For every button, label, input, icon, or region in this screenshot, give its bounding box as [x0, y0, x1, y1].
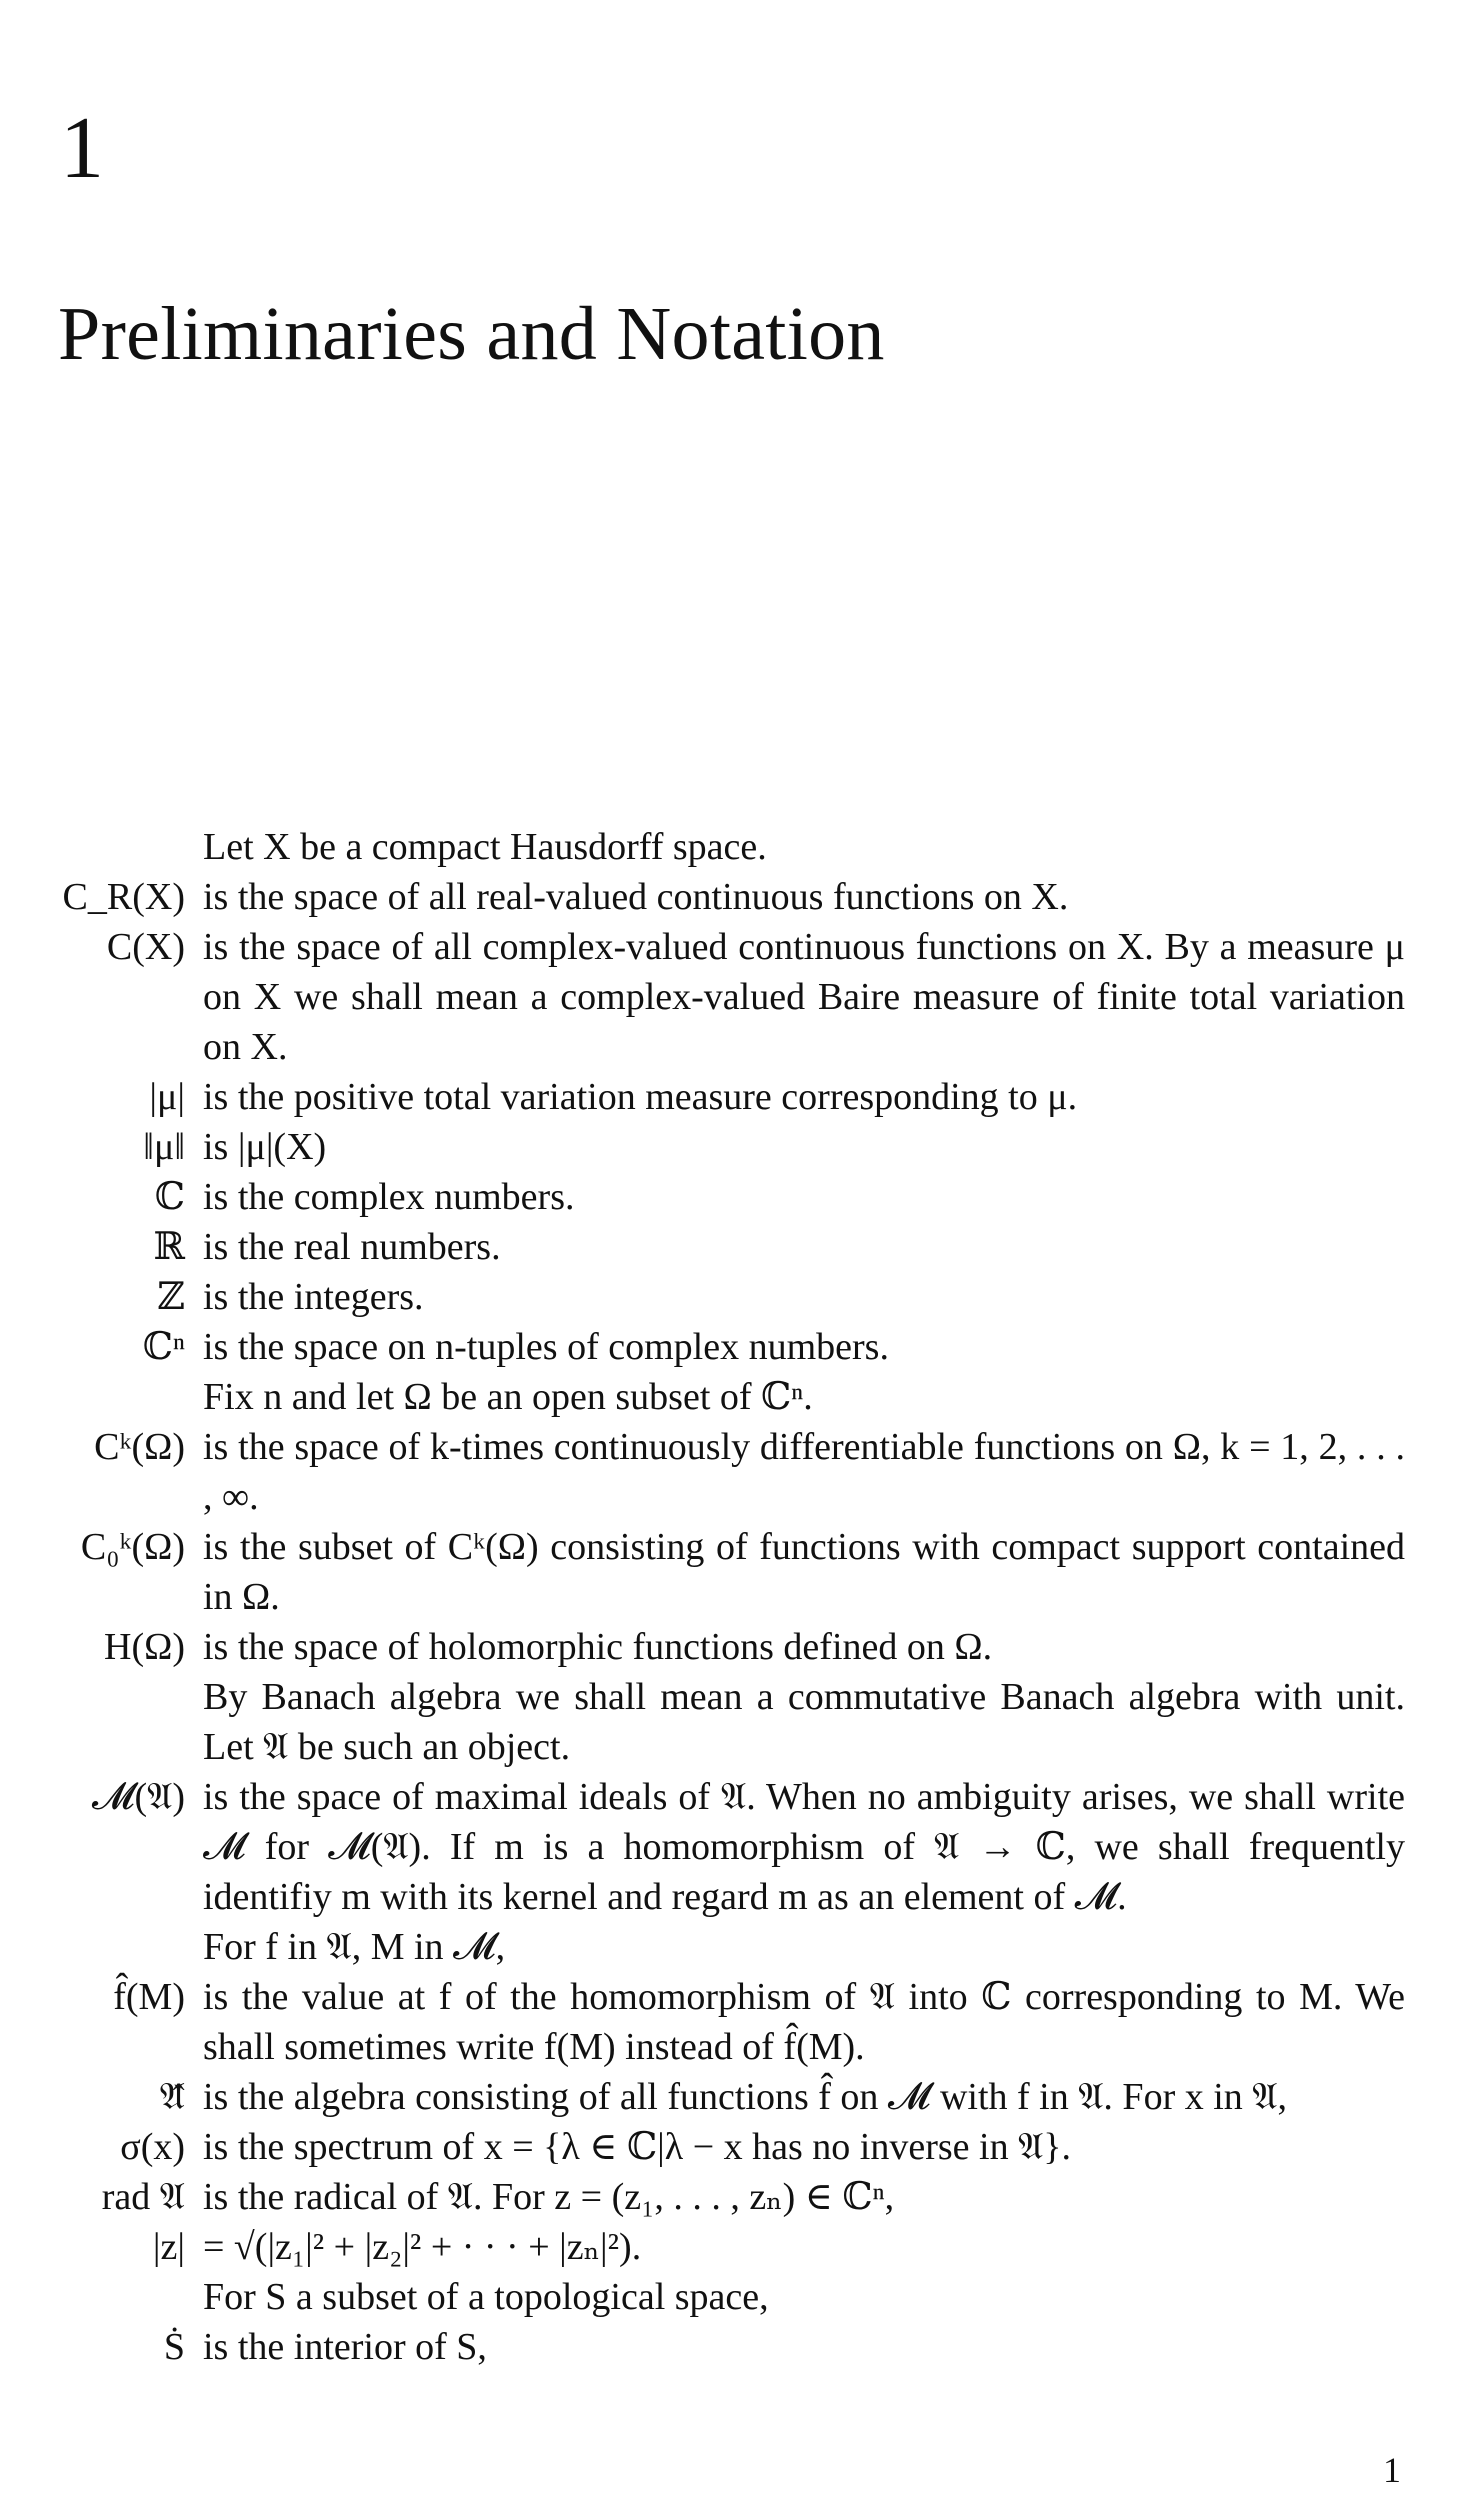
notation-term: rad 𝔄 [101, 2176, 185, 2218]
notation-description: is the space on n-tuples of complex numbers. [203, 1326, 889, 1368]
notation-description: is the positive total variation measure corresponding to μ. [203, 1076, 1078, 1118]
notation-entry [0, 2122, 1461, 2172]
notation-entry [0, 2322, 1461, 2372]
notation-description: is the value at f of the homomorphism of 𝔄 into ℂ corresponding to M. We shall sometimes write f(M) instead of f̂(M). [203, 1976, 1405, 2068]
notation-description: is |μ|(X) [203, 1126, 327, 1168]
notation-description: By Banach algebra we shall mean a commutative Banach algebra with unit. Let 𝔄 be such an object. [203, 1676, 1405, 1768]
notation-entry [0, 822, 1461, 872]
notation-term: C₀ᵏ(Ω) [80, 1526, 185, 1568]
notation-entry [0, 2072, 1461, 2122]
notation-description: is the space of all real-valued continuous functions on X. [203, 876, 1069, 918]
notation-entry [0, 1972, 1461, 2072]
notation-entry [0, 1922, 1461, 1972]
notation-entry [0, 1172, 1461, 1222]
notation-entry [0, 1372, 1461, 1422]
notation-entry [0, 1672, 1461, 1772]
notation-entry [0, 1272, 1461, 1322]
notation-list [0, 822, 1461, 2372]
notation-description: is the interior of S, [203, 2326, 487, 2368]
notation-entry [0, 1422, 1461, 1522]
notation-description: is the space of all complex-valued continuous functions on X. By a measure μ on X we shall mean a complex-valued Baire measure of finite total variation on X. [203, 926, 1405, 1068]
notation-term: f̂(M) [113, 1976, 185, 2018]
notation-entry [0, 2272, 1461, 2322]
notation-term: C_R(X) [62, 876, 185, 918]
notation-term: 𝔄̂ [159, 2076, 185, 2118]
notation-term: H(Ω) [104, 1626, 185, 1668]
notation-description: is the subset of Cᵏ(Ω) consisting of functions with compact support contained in Ω. [203, 1526, 1405, 1618]
notation-description: For S a subset of a topological space, [203, 2276, 769, 2318]
notation-description: Let X be a compact Hausdorff space. [203, 826, 767, 868]
notation-description: is the integers. [203, 1276, 424, 1318]
chapter-title: Preliminaries and Notation [58, 292, 885, 376]
notation-entry [0, 2222, 1461, 2272]
notation-entry [0, 1072, 1461, 1122]
notation-entry [0, 1122, 1461, 1172]
notation-term: ℤ [157, 1276, 185, 1318]
notation-description: is the spectrum of x = {λ ∈ ℂ|λ − x has no inverse in 𝔄}. [203, 2126, 1072, 2168]
notation-term: σ(x) [120, 2126, 185, 2168]
notation-description: is the space of maximal ideals of 𝔄. When no ambiguity arises, we shall write 𝓜 for 𝓜(𝔄). If m is a homomorphism of 𝔄 → ℂ, we shall frequently identifiy m with its kernel and regard m as an element of 𝓜. [203, 1776, 1405, 1918]
notation-term: ℂⁿ [142, 1326, 185, 1368]
notation-term: ‖μ‖ [143, 1126, 185, 1168]
notation-description: = √(|z₁|² + |z₂|² + · · · + |zₙ|²). [203, 2226, 642, 2268]
notation-description: is the space of k-times continuously differentiable functions on Ω, k = 1, 2, . . . , ∞. [203, 1426, 1405, 1518]
notation-entry [0, 1522, 1461, 1622]
notation-description: is the complex numbers. [203, 1176, 575, 1218]
notation-description: Fix n and let Ω be an open subset of ℂⁿ. [203, 1376, 813, 1418]
notation-term: ℝ [153, 1226, 185, 1268]
notation-entry [0, 1622, 1461, 1672]
notation-entry [0, 872, 1461, 922]
page-number: 1 [1383, 2450, 1401, 2490]
notation-description: is the radical of 𝔄. For z = (z₁, . . . , zₙ) ∈ ℂⁿ, [203, 2176, 895, 2218]
chapter-number: 1 [60, 100, 104, 197]
notation-term: Cᵏ(Ω) [94, 1426, 185, 1468]
notation-entry [0, 922, 1461, 1072]
notation-description: is the real numbers. [203, 1226, 501, 1268]
notation-description: is the algebra consisting of all functions f̂ on 𝓜 with f in 𝔄. For x in 𝔄, [203, 2076, 1287, 2118]
notation-entry [0, 1322, 1461, 1372]
notation-entry [0, 1772, 1461, 1922]
notation-term: |z| [152, 2226, 185, 2268]
notation-description: is the space of holomorphic functions defined on Ω. [203, 1626, 993, 1668]
notation-entry [0, 1222, 1461, 1272]
notation-term: C(X) [106, 926, 185, 968]
notation-term: ℂ [154, 1176, 185, 1218]
notation-description: For f in 𝔄, M in 𝓜, [203, 1926, 506, 1968]
notation-term: 𝓜(𝔄) [91, 1776, 185, 1818]
notation-term: |μ| [149, 1076, 185, 1118]
notation-entry [0, 2172, 1461, 2222]
notation-term: Ṡ [163, 2326, 185, 2368]
